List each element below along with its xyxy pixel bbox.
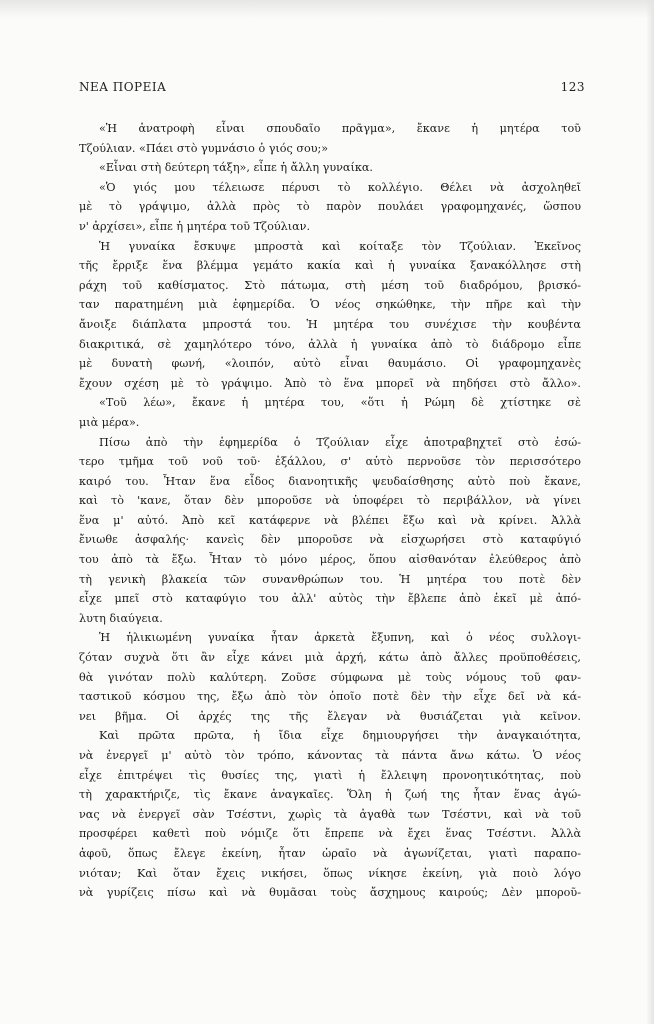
text-line: λυτη διαύγεια. [79,611,163,625]
text-line: νας νὰ ἐνεργεῖ σὰν Τσέστνι, χωρὶς τὰ ἀγαθὰ των Τσέστνι, καὶ νὰ τοῦ [79,807,581,821]
running-head: ΝΕΑ ΠΟΡΕΙΑ [79,80,167,94]
text-line: «Εἶναι στὴ δεύτερη τάξη», εἶπε ἡ ἄλλη γυναίκα. [99,161,373,175]
text-line: ζόταν συχνὰ ὅτι ἂν εἶχε κάνει μιὰ ἀρχή, κάτω ἀπὸ ἄλλες προϋποθέσεις, [79,651,581,665]
scan-shadow [0,0,654,18]
text-line: ἔνιωθε ἀσφαλής· κανεὶς δὲν μποροῦσε νὰ εἰσχωρήσει στὸ καταφύγιό [79,533,581,547]
text-line: εἶχε μπεῖ στὸ καταφύγιο του ἀλλ' αὐτὸς τὴν ἔβλεπε ἀπὸ ἐκεῖ μὲ ἀπό- [79,592,581,606]
text-line: ταστικοῦ κόσμου της, ἔξω ἀπὸ τὸν ὁποῖο ποτὲ δὲν τὴν εἶχε δεῖ νὰ κά- [79,690,581,704]
text-line: μιὰ μέρα». [79,415,140,429]
text-line: Ἡ γυναίκα ἔσκυψε μπροστὰ καὶ κοίταξε τὸν Τζούλιαν. Ἐκεῖνος [99,239,581,253]
text-line: καὶ τὸ 'κανε, ὅταν δὲν μποροῦσε νὰ ὑποφέρει τὸ περιβάλλον, νὰ γίνει [79,494,581,508]
page-header [79,80,585,100]
text-line: διακριτικά, σὲ χαμηλότερο τόνο, ἀλλὰ ἡ γυναίκα ἀπὸ τὸ διάδρομο εἶπε [79,337,581,351]
text-line: του ἀπὸ τὰ ἔξω. Ἦταν τὸ μόνο μέρος, ὅπου αἰσθανόταν ἐλεύθερος ἀπὸ [79,553,581,567]
body-text [79,119,581,903]
text-line: «Ὁ γιός μου τέλειωσε πέρυσι τὸ κολλέγιο. Θέλει νὰ ἀσχοληθεῖ [99,180,581,194]
text-line: Πίσω ἀπὸ τὴν ἐφημερίδα ὁ Τζούλιαν εἶχε ἀποτραβηχτεῖ στὸ ἐσώ- [99,435,581,449]
text-line: τῆς ἔρριξε ἕνα βλέμμα γεμάτο κακία καὶ ἡ γυναίκα ξανακόλλησε στὴ [79,259,581,273]
text-line: Τζούλιαν. «Πάει στὸ γυμνάσιο ὁ γιός σου;» [79,141,329,155]
text-line: ἄνοιξε διάπλατα μπροστά του. Ἡ μητέρα του συνέχισε τὴν κουβέντα [79,317,581,331]
page-number: 123 [560,80,585,94]
text-line: καιρό του. Ἦταν ἕνα εἶδος διανοητικῆς ψευδαίσθησης αὐτὸ ποὺ ἔκανε, [79,474,581,488]
text-line: νιόταν; Καὶ ὅταν ἔχεις νικήσει, ὅπως νίκησε ἐκείνη, γιὰ ποιὸ λόγο [79,866,581,880]
text-line: ράχη τοῦ καθίσματος. Στὸ πάτωμα, στὴ μέση τοῦ διαδρόμου, βρισκό- [79,278,581,292]
text-line: «Ἡ ἀνατροφὴ εἶναι σπουδαῖο πρᾶγμα», ἔκανε ἡ μητέρα τοῦ [99,122,581,135]
text-line: μὲ δυνατὴ φωνή, «λοιπόν, αὐτὸ εἶναι θαυμάσιο. Οἱ γραφομηχανὲς [79,357,581,371]
text-line: ἀφοῦ, ὅπως ἔλεγε ἐκείνη, ἦταν ὡραῖο νὰ ἀγωνίζεται, γιατὶ παραπο- [79,846,581,860]
text-line: θὰ γινόταν πολὺ καλύτερη. Ζοῦσε σύμφωνα μὲ τοὺς νόμους τοῦ φαν- [79,670,581,684]
text-line: «Τοῦ λέω», ἔκανε ἡ μητέρα του, «ὅτι ἡ Ρώμη δὲ χτίστηκε σὲ [99,396,581,410]
text-line: νὰ γυρίζεις πίσω καὶ νὰ θυμᾶσαι τοὺς ἄσχημους καιρούς; Δὲν μποροῦ- [79,886,581,900]
text-line: μὲ τὸ γράψιμο, ἀλλὰ πρὸς τὸ παρὸν πουλάει γραφομηχανές, ὥσπου [79,200,581,214]
text-line: Ἡ ἡλικιωμένη γυναίκα ἦταν ἀρκετὰ ἔξυπνη, καὶ ὁ νέος συλλογι- [99,631,581,645]
page-edge [646,0,654,1024]
text-line: προσφέρει καθετὶ ποὺ νόμιζε ὅτι ἔπρεπε νὰ ἔχει ἕνας Τσέστνι. Ἀλλὰ [79,827,581,841]
text-line: ἕνα μ' αὐτό. Ἀπὸ κεῖ κατάφερνε νὰ βλέπει ἔξω καὶ νὰ κρίνει. Ἀλλὰ [79,513,581,527]
text-line: εἶχε ἐπιτρέψει τὶς θυσίες της, γιατὶ ἡ ἔλλειψη προνοητικότητας, ποὺ [79,768,581,782]
text-line: τὴ χαρακτήριζε, τὶς ἔκανε ἀναγκαῖες. Ὅλη ἡ ζωή της ἦταν ἕνας ἀγώ- [79,788,581,802]
text-line: ἔχουν σχέση μὲ τὸ γράψιμο. Ἀπὸ τὸ ἕνα μπορεῖ νὰ πηδήσει στὸ ἄλλο». [79,376,581,390]
text-line: Καὶ πρῶτα πρῶτα, ἡ ἴδια εἶχε δημιουργήσει τὴν ἀναγκαιότητα, [99,729,581,743]
text-line: ταν παρατημένη μιὰ ἐφημερίδα. Ὁ νέος σηκώθηκε, τὴν πῆρε καὶ τὴν [79,298,581,312]
text-line: νει βῆμα. Οἱ ἀρχές της τῆς ἔλεγαν νὰ θυσιάζεται γιὰ κεῖνον. [79,709,581,723]
text-line: ν' ἀρχίσει», εἶπε ἡ μητέρα τοῦ Τζούλιαν. [79,219,311,233]
text-line: νὰ ἐνεργεῖ μ' αὐτὸ τὸν τρόπο, κάνοντας τὰ πάντα ἄνω κάτω. Ὁ νέος [79,749,581,762]
text-line: τερο τμῆμα τοῦ νοῦ τοῦ· ἐξάλλου, σ' αὐτὸ περνοῦσε τὸν περισσότερο [79,455,581,469]
text-line: τὴ γενικὴ βλακεία τῶν συνανθρώπων του. Ἡ μητέρα του ποτὲ δὲν [79,572,581,586]
